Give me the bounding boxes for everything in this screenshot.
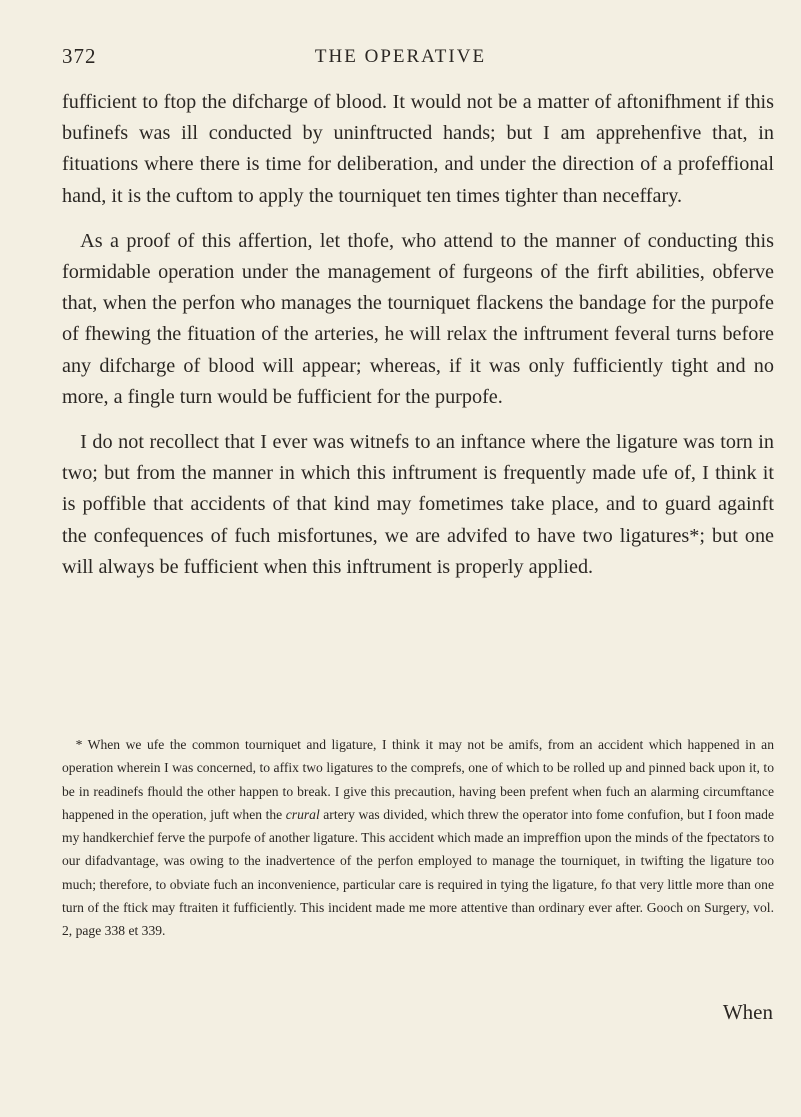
- running-head: THE OPERATIVE: [314, 46, 487, 67]
- paragraph-3: I do not recollect that I ever was witnefs to an inftance where the ligature was torn in two; but from the manner in which this inftrument is frequently made ufe of, I think it is poffible that accidents of that kind may fometimes take place, and to guard againft the confequences of fuch misfortunes, we are advifed to have two ligatures*; but one will always be fufficient when this inftrument is properly applied.: [62, 431, 774, 578]
- paragraph-1: fufficient to ftop the difcharge of blood. It would not be a matter of aftonifhment if this bufinefs was ill conducted by uninftructed hands; but I am apprehenfive that, in fituations where there is time for deliberation, and under the direction of a profeffional hand, it is the cuftom to apply the tourniquet ten times tighter than neceffary.: [62, 91, 774, 207]
- body-text: [62, 87, 774, 583]
- page-header: [0, 44, 801, 74]
- catchword: When: [722, 1000, 773, 1024]
- footnote: [62, 733, 774, 943]
- paragraph-2: As a proof of this affertion, let thofe, who attend to the manner of conducting this formidable operation under the management of furgeons of the firft abilities, obferve that, when the perfon who manages the tourniquet flackens the bandage for the purpofe of fhewing the fituation of the arteries, he will relax the inftrument feveral turns before any difcharge of blood will appear; whereas, if it was only fufficiently tight and no more, a fingle turn would be fufficient for the purpofe.: [62, 229, 774, 408]
- footnote-text-after: artery was divided, which threw the operator into fome confufion, but I foon made my handkerchief ferve the purpofe of another ligature. This accident which made an impreffion upon the minds of the fpectators to our difadvantage, was owing to the inadvertence of the perfon employed to manage the tourniquet, in twifting the ligature too much; therefore, to obviate fuch an inconvenience, particular care is required in tying the ligature, fo that very little more than one turn of the ftick may ftraiten it fufficiently. This incident made me more attentive than ordinary ever after. Gooch on Surgery, vol. 2, page 338 et 339.: [62, 806, 775, 939]
- footnote-text-before: * When we ufe the common tourniquet and ligature, I think it may not be amifs, from an accident which happened in an operation wherein I was concerned, to affix two ligatures to the comprefs, one of which to be rolled up and pinned back upon it, to be in readinefs fhould the other happen to break. I give this precaution, having been prefent when fuch an alarming circumftance happened in the operation, juft when the: [62, 737, 774, 822]
- page-number: 372: [62, 44, 97, 68]
- footnote-italic-term: crural: [285, 806, 320, 822]
